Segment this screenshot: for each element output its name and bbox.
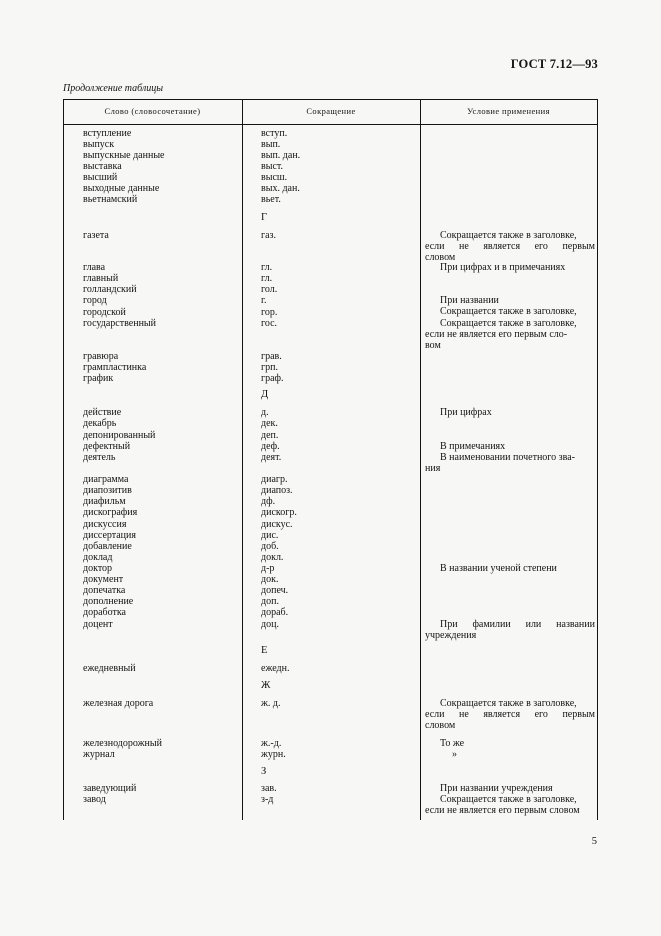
header-condition: Условие применения (467, 106, 550, 116)
word-cell: газета (83, 230, 109, 241)
abbreviation-cell: высш. (261, 172, 288, 183)
abbreviation-cell: доп. (261, 596, 279, 607)
word-cell: заведующий (83, 783, 137, 794)
table-right-border (597, 99, 598, 820)
abbreviation-cell: доб. (261, 541, 279, 552)
word-cell: выпускные данные (83, 150, 165, 161)
abbreviation-cell: дис. (261, 530, 279, 541)
abbreviation-cell: вьет. (261, 194, 281, 205)
abbreviation-cell: грп. (261, 362, 278, 373)
word-cell: выставка (83, 161, 122, 172)
word-cell: документ (83, 574, 124, 585)
column-divider-2 (420, 99, 421, 820)
section-letter: Д (261, 389, 269, 400)
abbreviation-cell: выст. (261, 161, 283, 172)
condition-note: При цифрах и в примечаниях (440, 262, 566, 273)
word-cell: дискуссия (83, 519, 127, 530)
abbreviation-cell: гор. (261, 307, 278, 318)
condition-note: В примечаниях В наименовании почетного зва- ния (425, 441, 575, 475)
word-cell: доцент (83, 619, 113, 630)
word-cell: диафильм (83, 496, 126, 507)
abbreviation-cell: дискус. (261, 519, 293, 530)
note-line: словом (425, 252, 456, 264)
word-cell: гравюра (83, 351, 119, 362)
abbreviation-cell: вступ. (261, 128, 288, 139)
condition-note: При фамилии или названии учреждения (425, 619, 595, 642)
word-cell: главный (83, 273, 119, 284)
table-left-border (63, 99, 64, 820)
word-cell: диаграмма (83, 474, 129, 485)
section-letter: Г (261, 212, 268, 223)
word-cell: доработка (83, 607, 126, 618)
condition-note: При названии Сокращается также в заголовке, (440, 295, 577, 318)
word-cell: депонированный (83, 430, 156, 441)
word-cell: высший (83, 172, 118, 183)
condition-note: При названии учреждения Сокращается также в заголовке, если не является его первым словом (425, 783, 580, 817)
note-line: если не является его первым (425, 241, 595, 253)
abbreviation-cell: гос. (261, 318, 278, 329)
abbreviation-cell: журн. (261, 749, 286, 760)
abbreviation-cell: деят. (261, 452, 282, 463)
abbreviation-cell: граф. (261, 373, 284, 384)
abbreviation-cell: вып. (261, 139, 281, 150)
word-cell: действие (83, 407, 122, 418)
abbreviation-cell: вып. дан. (261, 150, 301, 161)
abbreviation-cell: дораб. (261, 607, 289, 618)
abbreviation-cell: докл. (261, 552, 284, 563)
word-cell: город (83, 295, 107, 306)
word-cell: государственный (83, 318, 156, 329)
word-cell: доктор (83, 563, 113, 574)
section-letter: Ж (261, 680, 271, 691)
word-cell: голландский (83, 284, 137, 295)
word-cell: журнал (83, 749, 115, 760)
abbreviation-cell: дек. (261, 418, 278, 429)
abbreviation-cell: ж. д. (261, 698, 281, 709)
word-cell: железнодорожный (83, 738, 162, 749)
word-cell: вступление (83, 128, 132, 139)
abbreviation-table (63, 99, 598, 820)
abbreviation-cell: допеч. (261, 585, 289, 596)
abbreviation-cell: д. (261, 407, 269, 418)
word-cell: завод (83, 794, 106, 805)
word-cell: дискография (83, 507, 138, 518)
condition-note: То же » (440, 738, 465, 761)
word-cell: декабрь (83, 418, 117, 429)
abbreviation-cell: дф. (261, 496, 276, 507)
word-cell: диссертация (83, 530, 136, 541)
abbreviation-cell: диапоз. (261, 485, 293, 496)
abbreviation-cell: зав. (261, 783, 277, 794)
word-cell: вьетнамский (83, 194, 138, 205)
word-cell: диапозитив (83, 485, 132, 496)
word-cell: грампластинка (83, 362, 147, 373)
word-cell: дефектный (83, 441, 131, 452)
note-line: Сокращается также в заголовке, (440, 230, 577, 241)
abbreviation-cell: гол. (261, 284, 278, 295)
header-abbreviation: Сокращение (306, 106, 356, 116)
abbreviation-cell: грав. (261, 351, 282, 362)
word-cell: добавление (83, 541, 132, 552)
document-code: ГОСТ 7.12—93 (510, 57, 598, 71)
section-letter: З (261, 766, 267, 777)
abbreviation-cell: ж.-д. (261, 738, 282, 749)
abbreviation-cell: доц. (261, 619, 279, 630)
abbreviation-cell: деп. (261, 430, 279, 441)
column-divider-1 (242, 99, 243, 820)
word-cell: городской (83, 307, 126, 318)
abbreviation-cell: дискогр. (261, 507, 297, 518)
condition-note: В названии ученой степени (440, 563, 557, 574)
word-cell: выходные данные (83, 183, 160, 194)
abbreviation-cell: док. (261, 574, 279, 585)
abbreviation-cell: газ. (261, 230, 276, 241)
word-cell: дополнение (83, 596, 134, 607)
abbreviation-cell: гл. (261, 262, 273, 273)
word-cell: ежедневный (83, 663, 136, 674)
word-cell: железная дорога (83, 698, 154, 709)
condition-note (425, 230, 595, 264)
header-word: Слово (словосочетание) (104, 106, 201, 116)
abbreviation-cell: деф. (261, 441, 280, 452)
word-cell: допечатка (83, 585, 126, 596)
condition-note: Сокращается также в заголовке, если не является его первым словом (425, 698, 595, 732)
abbreviation-cell: г. (261, 295, 267, 306)
word-cell: выпуск (83, 139, 115, 150)
abbreviation-cell: гл. (261, 273, 273, 284)
page-number: 5 (591, 836, 597, 847)
condition-note: Сокращается также в заголовке, если не является его первым сло- вом (425, 318, 577, 352)
header-bottom-border (63, 124, 598, 125)
word-cell: деятель (83, 452, 116, 463)
word-cell: доклад (83, 552, 113, 563)
word-cell: график (83, 373, 114, 384)
abbreviation-cell: з-д (261, 794, 274, 805)
abbreviation-cell: ежедн. (261, 663, 290, 674)
word-cell: глава (83, 262, 106, 273)
continuation-label: Продолжение таблицы (63, 83, 164, 94)
abbreviation-cell: диагр. (261, 474, 288, 485)
abbreviation-cell: д-р (261, 563, 275, 574)
abbreviation-cell: вых. дан. (261, 183, 300, 194)
section-letter: Е (261, 645, 268, 656)
condition-note: При цифрах (440, 407, 492, 418)
